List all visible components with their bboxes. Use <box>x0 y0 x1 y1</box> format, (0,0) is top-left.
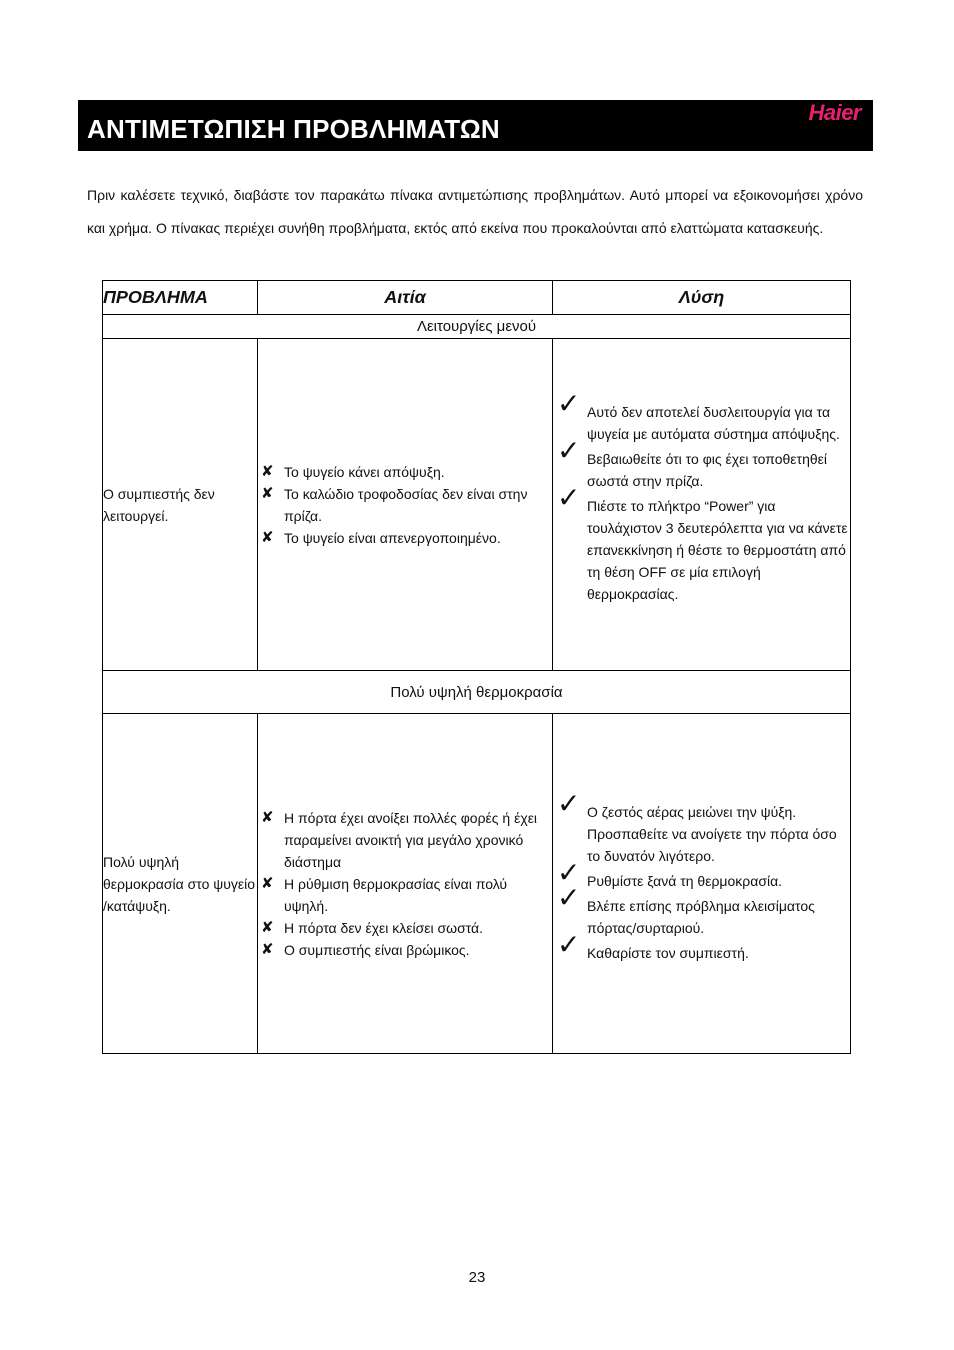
section-row <box>103 671 851 714</box>
section-header-bar <box>78 100 873 151</box>
check-mark-icon: ✓ <box>557 787 581 819</box>
list-item: ✘ Ο συμπιεστής είναι βρώμικος. <box>258 939 552 961</box>
cause-list <box>258 461 552 549</box>
column-header-problem: ΠΡΟΒΛΗΜΑ <box>103 281 258 315</box>
check-mark-icon: ✓ <box>557 388 581 419</box>
intro-paragraph: Πριν καλέσετε τεχνικό, διαβάστε τον παρακάτω πίνακα αντιμετώπισης προβλημάτων. Αυτό μπορεί να εξοικονομήσει χρόνο και χρήμα. Ο πίνακας περιέχει συνήθη προβλήματα, εκτός από εκείνα που προκαλούνται από ελαττώματα κατασκευής. <box>87 187 863 236</box>
check-mark-icon: ✓ <box>557 928 581 960</box>
list-item: ✓ Καθαρίστε τον συμπιεστή. <box>557 928 749 961</box>
cross-mark-icon: ✘ <box>261 874 274 892</box>
cross-mark-icon: ✘ <box>261 940 274 958</box>
list-item: ✘ Η πόρτα έχει ανοίξει πολλές φορές ή έχει παραμείνει ανοικτή για μεγάλο χρονικό διάστημα <box>261 808 538 870</box>
page-title: ΑΝΤΙΜΕΤΩΠΙΣΗ ΠΡΟΒΛΗΜΑΤΩΝ <box>87 114 500 144</box>
cross-mark-icon: ✘ <box>261 918 274 936</box>
cross-mark-icon: ✘ <box>261 528 274 546</box>
list-item: ✓ Πιέστε το πλήκτρο “Power” για τουλάχιστον 3 δευτερόλεπτα για να κάνετε επανεκκίνηση ή θέστε το θερμοστάτη από τη θέση OFF σε μία επιλογή θερμοκρασίας. <box>557 482 848 602</box>
section-row <box>103 315 851 339</box>
column-header-solution: Λύση <box>553 281 851 315</box>
check-mark-icon: ✓ <box>557 482 581 513</box>
list-item: ✓ Αυτό δεν αποτελεί δυσλειτουργία για τα ψυγεία με αυτόματα σύστημα απόψυξης. <box>557 388 840 442</box>
list-item: ✓ Ρυθμίστε ξανά τη θερμοκρασία. <box>557 856 783 889</box>
table-header-row <box>103 281 851 315</box>
list-item: ✓ Ο ζεστός αέρας μειώνει την ψύξη. Προσπαθείτε να ανοίγετε την πόρτα όσο το δυνατόν λιγότερο. <box>557 787 837 864</box>
problem-cell: Ο συμπιεστής δεν λειτουργεί. <box>103 339 258 671</box>
cause-cell <box>258 714 553 1054</box>
list-item: ✘ Η πόρτα δεν έχει κλείσει σωστά. <box>258 917 552 939</box>
check-mark-icon: ✓ <box>557 435 581 466</box>
problem-cell: Πολύ υψηλή θερμοκρασία στο ψυγείο /κατάψυξη. <box>103 714 258 1054</box>
list-item: ✓ Βεβαιωθείτε ότι το φις έχει τοποθετηθεί σωστά στην πρίζα. <box>557 435 827 489</box>
list-item: ✘ Το ψυγείο είναι απενεργοποιημένο. <box>258 527 552 549</box>
list-item: ✘ Το ψυγείο κάνει απόψυξη. <box>258 461 552 483</box>
section-title: Πολύ υψηλή θερμοκρασία <box>103 671 851 714</box>
cross-mark-icon: ✘ <box>261 808 274 826</box>
check-mark-icon: ✓ <box>557 856 581 888</box>
solution-cell <box>553 714 851 1054</box>
page-number: 23 <box>468 1269 486 1286</box>
cross-mark-icon: ✘ <box>261 484 274 502</box>
table-row <box>103 714 851 1054</box>
cause-cell <box>258 339 553 671</box>
solution-list <box>553 388 850 605</box>
solution-list <box>553 787 850 964</box>
cross-mark-icon: ✘ <box>261 462 274 480</box>
section-title: Λειτουργίες μενού <box>103 315 851 339</box>
list-item: ✓ Βλέπε επίσης πρόβλημα κλεισίματος πόρτας/συρταριού. <box>557 881 815 936</box>
solution-cell <box>553 339 851 671</box>
cause-list <box>258 807 552 961</box>
haier-logo: Haier <box>808 100 861 125</box>
check-mark-icon: ✓ <box>557 881 581 913</box>
list-item: ✘ Η ρύθμιση θερμοκρασίας είναι πολύ υψηλή. <box>261 874 508 914</box>
troubleshooting-table <box>102 280 851 1054</box>
column-header-cause: Αιτία <box>258 281 553 315</box>
list-item: ✘ Το καλώδιο τροφοδοσίας δεν είναι στην πρίζα. <box>261 484 528 524</box>
table-row <box>103 339 851 671</box>
